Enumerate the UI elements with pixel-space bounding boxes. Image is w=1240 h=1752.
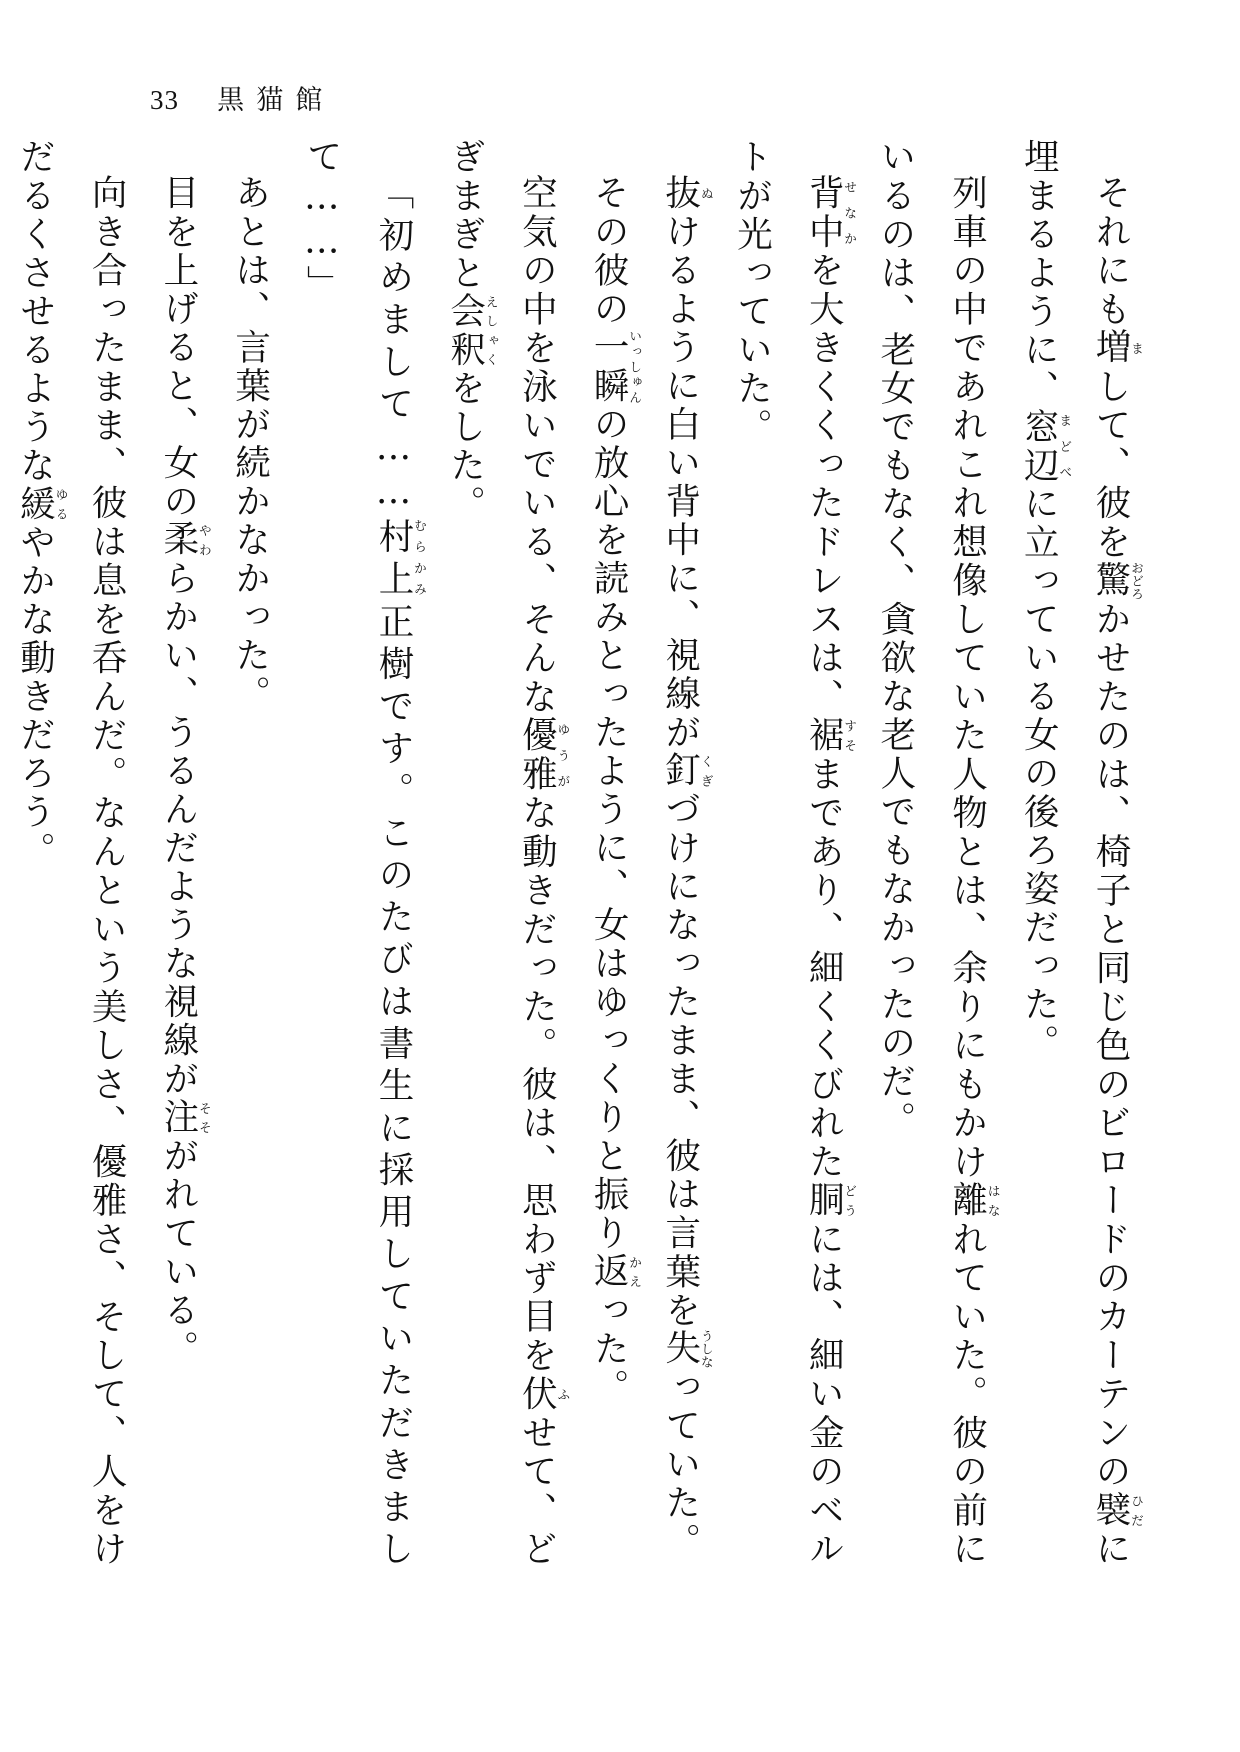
ruby-text: どう [841, 1180, 857, 1220]
ruby-group: 襞ひだ [1090, 1490, 1143, 1530]
ruby-text: えしゃく [482, 292, 498, 370]
ruby-group: 優雅ゆうが [516, 715, 570, 794]
ruby-group: 増ま [1090, 328, 1143, 368]
ruby-text: おどろ [1128, 560, 1143, 600]
ruby-group: 返かえ [588, 1252, 642, 1291]
ruby-text: ぬ [697, 173, 713, 213]
ruby-group: 驚おどろ [1090, 560, 1143, 600]
ruby-group: 伏ふ [516, 1374, 570, 1414]
paragraph: それにも増まして、彼を驚おどろかせたのは、椅子と同じ色のビロードのカーテンの襞ひだに埋まるように、窓辺まどべに立っている女の後ろ姿だった。 [1018, 138, 1143, 1568]
vertical-text-block [14, 138, 1146, 1569]
ruby-text: むらかみ [410, 514, 426, 599]
ruby-text: いっしゅん [626, 327, 642, 405]
chapter-title: 黒猫館 [217, 85, 335, 115]
paragraph: その彼の一瞬いっしゅんの放心を読みとったように、女はゆっくりと振り返かえった。 [588, 173, 642, 1407]
ruby-group: 会釈えしゃく [444, 292, 498, 370]
ruby-group: 抜ぬ [659, 173, 713, 213]
ruby-text: ひだ [1128, 1490, 1143, 1530]
ruby-group: 窓辺まどべ [1018, 407, 1072, 485]
ruby-group: 背中せなか [803, 173, 857, 251]
body-text-area [14, 138, 1146, 1569]
paragraph: 空気の中を泳いでいる、そんな優雅ゆうがな動きだった。彼は、思わず目を伏ふせて、どぎまぎと会釈えしゃくをした。 [444, 138, 570, 1568]
ruby-group: 村上むらかみ [372, 514, 426, 603]
paragraph: 「初めまして……村上むらかみ正樹です。このたびは書生に採用していただきまして……」 [301, 138, 426, 1569]
ruby-text: やわ [195, 520, 211, 559]
ruby-text: そそ [195, 1097, 211, 1137]
ruby-text: はな [984, 1180, 1000, 1220]
ruby-group: 離はな [946, 1180, 1000, 1220]
ruby-group: 釘くぎ [659, 751, 713, 790]
ruby-group: 胴どう [803, 1180, 857, 1220]
page-number: 33 [150, 85, 180, 115]
paragraph: 列車の中であれこれ想像していた人物とは、余りにもかけ離はなれていた。彼の前にいるのは、老女でもなく、貪欲な老人でもなかったのだ。 [874, 138, 1000, 1568]
ruby-text: ゆうが [554, 715, 570, 794]
running-head [150, 78, 335, 117]
ruby-text: せなか [841, 173, 857, 251]
paragraph: 背中せなかを大きくくったドレスは、裾すそまであり、細くくびれた胴どうには、細い金のベルトが光っていた。 [731, 138, 857, 1568]
paragraph: 向き合ったまま、彼は息を呑んだ。なんという美しさ、優雅さ、そして、人をけだるくさせるような緩ゆるやかな動きだろう。 [14, 138, 128, 1568]
paragraph: 目を上げると、女の柔やわらかい、うるんだような視線が注そそがれている。 [157, 173, 211, 1368]
ruby-text: くぎ [697, 751, 713, 790]
ruby-group: 裾すそ [803, 715, 857, 755]
ruby-group: 一瞬いっしゅん [588, 327, 642, 405]
ruby-group: 失うしな [659, 1328, 713, 1368]
ruby-group: 緩ゆる [14, 484, 68, 524]
ruby-group: 柔やわ [157, 520, 211, 559]
ruby-text: うしな [697, 1328, 713, 1368]
ruby-text: まどべ [1056, 407, 1072, 485]
paragraph: あとは、言葉が続かなかった。 [229, 173, 271, 713]
paragraph: 抜ぬけるように白い背中に、視線が釘くぎづけになったまま、彼は言葉を失うしなっていた。 [659, 173, 713, 1561]
ruby-group: 注そそ [157, 1097, 211, 1137]
ruby-text: ふ [554, 1374, 570, 1414]
ruby-text: かえ [626, 1252, 642, 1291]
ruby-text: ま [1128, 328, 1143, 367]
ruby-text: すそ [841, 715, 857, 755]
ruby-text: ゆる [52, 484, 68, 524]
